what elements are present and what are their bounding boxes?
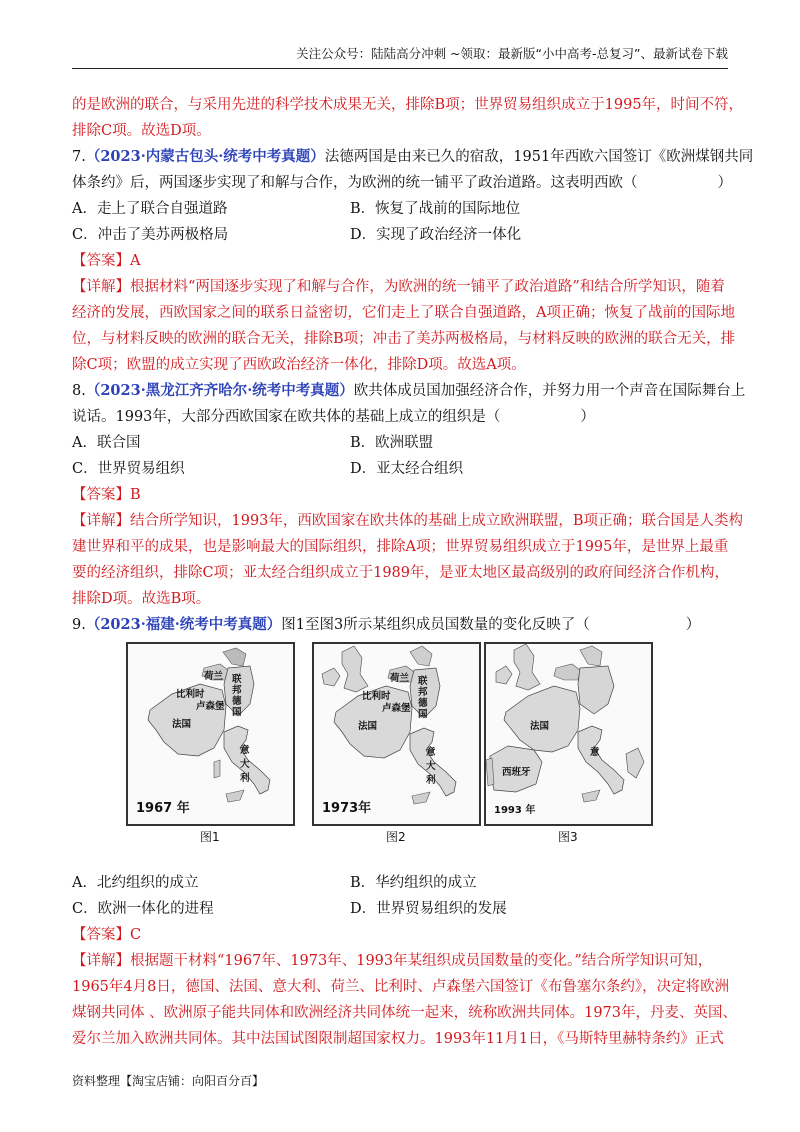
- question-source: （2023·福建·统考中考真题）: [85, 616, 282, 633]
- page-footer: 资料整理【淘宝店铺：向阳百分百】: [72, 1074, 265, 1088]
- map-label: 法国: [530, 721, 550, 732]
- answer-tag: 【答案】: [72, 927, 130, 943]
- detail-tag: 【详解】: [72, 513, 130, 529]
- map-year: 1993 年: [494, 805, 536, 816]
- answer-value: A: [130, 253, 141, 269]
- question-7-detail-line-1: [72, 274, 728, 300]
- question-8-stem-line-1: [72, 378, 746, 404]
- option-b: B．欧洲联盟: [350, 435, 434, 451]
- bracket-close: ）: [717, 175, 732, 191]
- question-stem: 法德两国是由来已久的宿敌，1951年西欧六国签订《欧洲煤钢共同: [324, 149, 754, 165]
- map-label: 意大利: [426, 747, 436, 786]
- question-7-detail-line-2: 经济的发展，西欧国家之间的联系日益密切，它们走上了联合自强道路，A项正确；恢复了战前的国际地: [72, 305, 735, 321]
- map-label: 西班牙: [502, 767, 531, 778]
- option-c: C．冲击了美苏两极格局: [72, 227, 229, 243]
- europe-maps-figure: [72, 642, 728, 864]
- option-b: B．华约组织的成立: [350, 875, 477, 891]
- detail-tag: 【详解】: [72, 953, 130, 969]
- question-stem: 图1至图3所示某组织成员国数量的变化反映了（: [281, 617, 590, 633]
- prev-detail-line-2: 排除C项。故选D项。: [72, 123, 211, 139]
- map-label: 意大利: [240, 745, 250, 784]
- question-9-options: [72, 870, 728, 922]
- prev-detail-line-1: 的是欧洲的联合，与采用先进的科学技术成果无关，排除B项；世界贸易组织成立于1995年，时间不符，: [72, 97, 744, 113]
- detail-text: 根据题干材料“1967年、1973年、1993年某组织成员国数量的变化。”结合所学知识可知，: [130, 953, 713, 969]
- question-7-detail-line-4: 除C项；欧盟的成立实现了西欧政治经济一体化，排除D项。故选A项。: [72, 357, 526, 373]
- page-header: 关注公众号：陆陆高分冲刺 ~领取：最新版“小中高考-总复习”、最新试卷下载: [72, 44, 728, 69]
- map-label: 意: [590, 747, 600, 758]
- question-7-answer: [72, 248, 728, 274]
- map-1973: [312, 642, 481, 826]
- figure-caption: 图3: [558, 830, 578, 844]
- option-d: D．实现了政治经济一体化: [350, 227, 522, 243]
- map-label: 比利时: [176, 689, 205, 700]
- map-label: 荷兰: [204, 671, 224, 682]
- map-label: 法国: [358, 721, 378, 732]
- question-number: 8.: [72, 383, 86, 399]
- question-8-answer: [72, 482, 728, 508]
- question-7: [72, 144, 754, 378]
- map-year: 1973年: [322, 801, 372, 816]
- detail-tag: 【详解】: [72, 279, 130, 295]
- map-1967: [126, 642, 295, 826]
- question-9-detail-line-4: 爱尔兰加入欧洲共同体。其中法国试图限制超国家权力。1993年11月1日，《马斯特里赫特条约》正式: [72, 1031, 724, 1047]
- bracket-close: ）: [580, 409, 595, 425]
- question-number: 9.: [72, 617, 86, 633]
- question-8-detail-line-2: 建世界和平的成果，也是影响最大的国际组织，排除A项；世界贸易组织成立于1995年，是世界上最重: [72, 539, 729, 555]
- question-source: （2023·内蒙古包头·统考中考真题）: [85, 148, 325, 165]
- question-number: 7.: [72, 149, 86, 165]
- question-7-stem-line-2: [72, 170, 732, 196]
- question-9-detail-line-3: 煤钢共同体 、欧洲原子能共同体和欧洲经济共同体统一起来，统称欧洲共同体。1973年，丹麦、英国、: [72, 1005, 738, 1021]
- map-label: 荷兰: [390, 673, 410, 684]
- question-7-detail-line-3: 位，与材料反映的欧洲的联合无关，排除B项；冲击了美苏两极格局，与材料反映的欧洲的联合无关，排: [72, 331, 736, 347]
- figure-caption: 图1: [200, 830, 220, 844]
- question-9-detail-line-1: [72, 948, 728, 974]
- question-8-detail-line-4: 排除D项。故选B项。: [72, 591, 211, 607]
- page-content: [72, 92, 754, 1052]
- map-label: 法国: [172, 719, 192, 730]
- map-year: 1967 年: [136, 801, 190, 816]
- question-source: （2023·黑龙江齐齐哈尔·统考中考真题）: [85, 382, 354, 399]
- option-c: C．欧洲一体化的进程: [72, 901, 214, 917]
- map-label: 联邦德国: [232, 674, 242, 718]
- question-9-answer: [72, 922, 728, 948]
- question-stem: 欧共体成员国加强经济合作，并努力用一个声音在国际舞台上: [353, 383, 746, 399]
- answer-tag: 【答案】: [72, 253, 130, 269]
- answer-value: C: [130, 927, 142, 943]
- map-1993: [484, 642, 653, 826]
- option-a: A．北约组织的成立: [72, 875, 199, 891]
- bracket-close: ）: [685, 617, 701, 633]
- option-d: D．亚太经合组织: [350, 461, 464, 477]
- answer-value: B: [130, 487, 141, 503]
- question-8-detail-line-3: 要的经济组织，排除C项；亚太经合组织成立于1989年，是亚太地区最高级别的政府间经济合作机构，: [72, 565, 729, 581]
- map-label: 比利时: [362, 691, 391, 702]
- question-8-stem-line-2: [72, 404, 728, 430]
- option-b: B．恢复了战前的国际地位: [350, 201, 521, 217]
- question-8-detail-line-1: [72, 508, 744, 534]
- question-stem: 体条约》后，两国逐步实现了和解与合作，为欧洲的统一铺平了政治道路。这表明西欧（: [72, 175, 638, 191]
- question-8: [72, 378, 746, 612]
- map-label: 卢森堡: [382, 703, 411, 714]
- question-9-stem-line-1: [72, 612, 728, 638]
- map-label: 卢森堡: [196, 701, 225, 712]
- answer-tag: 【答案】: [72, 487, 130, 503]
- figure-caption: 图2: [386, 830, 406, 844]
- question-7-options: [72, 196, 728, 248]
- option-d: D．世界贸易组织的发展: [350, 901, 507, 917]
- europe-map-1993-image: [486, 644, 651, 824]
- question-9: [72, 612, 738, 1052]
- question-8-options: [72, 430, 728, 482]
- detail-text: 结合所学知识，1993年，西欧国家在欧共体的基础上成立欧洲联盟，B项正确；联合国是人类构: [130, 513, 744, 529]
- detail-text: 根据材料“两国逐步实现了和解与合作，为欧洲的统一铺平了政治道路”和结合所学知识，随着: [130, 279, 725, 295]
- question-9-detail-line-2: 1965年4月8日，德国、法国、意大利、荷兰、比利时、卢森堡六国签订《布鲁塞尔条约》，决定将欧洲: [72, 979, 730, 995]
- question-7-stem-line-1: [72, 144, 754, 170]
- question-stem: 说话。1993年，大部分西欧国家在欧共体的基础上成立的组织是（: [72, 409, 501, 425]
- option-a: A．走上了联合自强道路: [72, 201, 228, 217]
- map-label: 联邦德国: [418, 676, 428, 720]
- option-a: A．联合国: [72, 435, 141, 451]
- option-c: C．世界贸易组织: [72, 461, 185, 477]
